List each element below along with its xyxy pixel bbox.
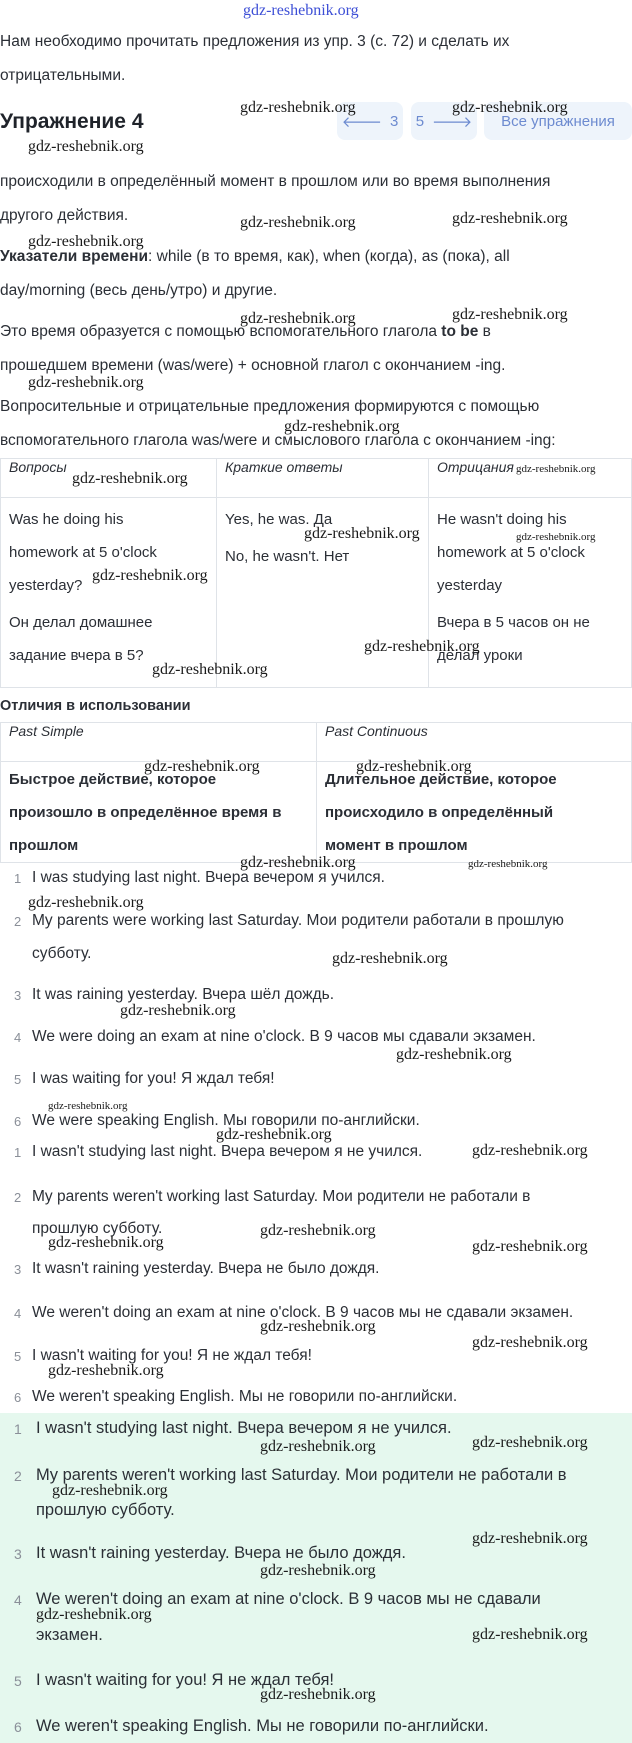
watermark: gdz-reshebnik.org [396,1046,512,1063]
watermark: gdz-reshebnik.org [260,1318,376,1335]
list-item: My parents weren't working last Saturday. Мои родители не работали в [32,1188,531,1205]
watermark: gdz-reshebnik.org [28,374,144,391]
list-item: It was raining yesterday. Вчера шёл дождь. [32,986,335,1003]
negatives-cell: He wasn't doing his homework at 5 o'clock yesterday Вчера в 5 часов он не делал уроки [429,498,632,688]
watermark: gdz-reshebnik.org [240,854,356,871]
watermark: gdz-reshebnik.org [48,1100,128,1112]
answer-item: I wasn't waiting for you! Я не ждал тебя! [36,1671,334,1689]
list-item: We weren't speaking English. Мы не говорили по-английски. [32,1388,458,1405]
watermark: gdz-reshebnik.org [472,1334,588,1351]
watermark: gdz-reshebnik.org [452,210,568,227]
watermark: gdz-reshebnik.org [28,233,144,250]
watermark: gdz-reshebnik.org [516,531,596,543]
watermark: gdz-reshebnik.org [144,758,260,775]
watermark: gdz-reshebnik.org [216,1126,332,1143]
intro-line-1: Нам необходимо прочитать предложения из упр. 3 (с. 72) и сделать их [0,33,510,50]
formation-line-2: прошедшем времени (was/were) + основной глагол с окончанием -ing. [0,357,506,374]
answer-item: I wasn't studying last night. Вчера вечером я не учился. [36,1419,452,1437]
watermark: gdz-reshebnik.org [356,758,472,775]
theory-line-2: другого действия. [0,207,129,224]
list-item: I was waiting for you! Я ждал тебя! [32,1070,275,1087]
answer-item: We weren't speaking English. Мы не говорили по-английски. [36,1717,489,1735]
watermark: gdz-reshebnik.org [452,99,568,116]
formation-line-1: Это время образуется с помощью вспомогательного глагола to be в [0,323,491,340]
watermark: gdz-reshebnik.org [260,1562,376,1579]
header-past-simple: Past Simple [1,723,317,762]
answer-item: We weren't doing an exam at nine o'clock. В 9 часов мы не сдавали [36,1590,541,1608]
exercise-title: Упражнение 4 [0,110,144,133]
watermark: gdz-reshebnik.org [472,1530,588,1547]
watermark: gdz-reshebnik.org [260,1686,376,1703]
watermark: gdz-reshebnik.org [304,525,420,542]
list-item: I wasn't studying last night. Вчера вечером я не учился. [32,1143,423,1160]
watermark: gdz-reshebnik.org [48,1362,164,1379]
watermark: gdz-reshebnik.org [468,858,548,870]
watermark: gdz-reshebnik.org [240,99,356,116]
list-item: It wasn't raining yesterday. Вчера не было дождя. [32,1260,380,1277]
arrow-right-icon: 🡒 [432,113,473,131]
header-negatives: Отрицания [429,459,632,498]
answer-item: It wasn't raining yesterday. Вчера не было дождя. [36,1544,406,1562]
watermark: gdz-reshebnik.org [260,1222,376,1239]
watermark: gdz-reshebnik.org [332,950,448,967]
watermark: gdz-reshebnik.org [52,1482,168,1499]
arrow-left-icon: 🡐 [341,113,382,131]
watermark: gdz-reshebnik.org [472,1626,588,1643]
watermark: gdz-reshebnik.org [452,306,568,323]
list-item: We were speaking English. Мы говорили по-английски. [32,1112,420,1129]
list-item: We were doing an exam at nine o'clock. В 9 часов мы сдавали экзамен. [32,1028,536,1045]
theory-line-1: происходили в определённый момент в прошлом или во время выполнения [0,173,551,190]
all-exercises-button[interactable]: Все упражнения [484,102,632,140]
questions-line-1: Вопросительные и отрицательные предложения формируются с помощью [0,398,540,415]
time-markers: Указатели времени: while (в то время, как), when (когда), as (пока), all [0,248,510,265]
time-markers-line-2: day/morning (весь день/утро) и другие. [0,282,278,299]
past-continuous-cell: Длительное действие, которое происходило в определённый момент в прошлом [317,762,632,863]
header-questions: Вопросы [1,459,217,498]
list-item: My parents were working last Saturday. Мои родители работали в прошлую [32,912,564,929]
watermark: gdz-reshebnik.org [240,310,356,327]
watermark: gdz-reshebnik.org [472,1142,588,1159]
past-simple-cell: Быстрое действие, которое произошло в определённое время в прошлом [1,762,317,863]
watermark: gdz-reshebnik.org [28,138,144,155]
differences-title: Отличия в использовании [0,698,191,714]
watermark: gdz-reshebnik.org [472,1238,588,1255]
watermark: gdz-reshebnik.org [72,470,188,487]
list-item: I was studying last night. Вчера вечером я учился. [32,869,385,886]
watermark: gdz-reshebnik.org [28,894,144,911]
header-past-continuous: Past Continuous [317,723,632,762]
watermark: gdz-reshebnik.org [36,1606,152,1623]
short-answers-cell: Yes, he was. Да No, he wasn't. Нет [217,498,429,688]
header-short-answers: Краткие ответы [217,459,429,498]
watermark: gdz-reshebnik.org [472,1434,588,1451]
questions-cell: Was he doing his homework at 5 o'clock yesterday? Он делал домашнее задание вчера в 5? [1,498,217,688]
watermark: gdz-reshebnik.org [364,638,480,655]
intro-line-2: отрицательными. [0,67,126,84]
watermark: gdz-reshebnik.org [284,418,400,435]
watermark: gdz-reshebnik.org [260,1438,376,1455]
comparison-table [0,722,632,863]
questions-line-2: вспомогательного глагола was/were и смыслового глагола с окончанием -ing: [0,432,556,449]
list-item: We weren't doing an exam at nine o'clock. В 9 часов мы не сдавали экзамен. [32,1304,574,1321]
next-exercise-button[interactable]: 5 🡒 [411,102,477,140]
watermark: gdz-reshebnik.org [243,2,359,19]
watermark: gdz-reshebnik.org [152,661,268,678]
watermark: gdz-reshebnik.org [120,1002,236,1019]
watermark: gdz-reshebnik.org [240,214,356,231]
list-item: I wasn't waiting for you! Я не ждал тебя! [32,1347,312,1364]
prev-exercise-button[interactable]: 🡐 3 [337,102,403,140]
watermark: gdz-reshebnik.org [48,1234,164,1251]
answer-item: My parents weren't working last Saturday. Мои родители не работали в [36,1466,567,1484]
watermark: gdz-reshebnik.org [516,463,596,475]
watermark: gdz-reshebnik.org [92,567,208,584]
